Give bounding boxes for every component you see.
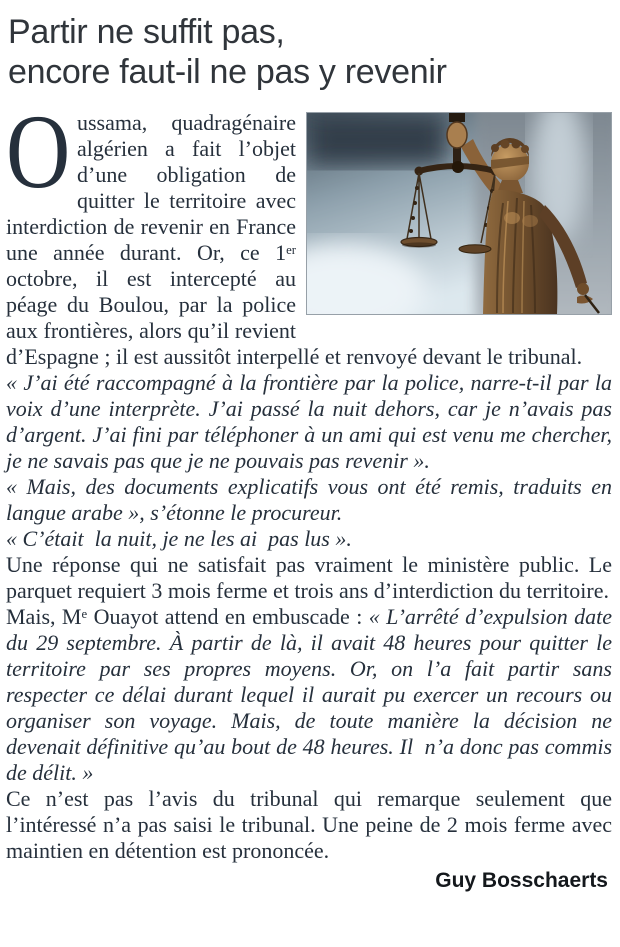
text-segment: Mais, M (6, 604, 82, 629)
text-segment: Ouayot attend en embuscade : (87, 604, 369, 629)
headline-line-1: Partir ne suffit pas, (8, 13, 285, 51)
text-segment: « Mais, des documents explicatifs vous ont été remis, traduits en langue arabe », s’étonne le procureur. (6, 474, 612, 525)
opening-paragraph (6, 93, 612, 370)
text-segment: octobre, il est intercepté au péage du Boulou, par la police aux frontières, alors qu’il revient d’Espagne ; il est aussitôt interpellé et renvoyé devant le tribunal. (6, 266, 583, 369)
text-segment: ussama, quadragénaire algérien a fait l’objet d’une obligation de quitter le territoire avec interdiction de revenir en France une année durant. Or, ce 1 (6, 110, 296, 265)
article-photo (306, 112, 612, 315)
byline: Guy Bosschaerts (435, 869, 608, 892)
drop-cap (6, 93, 71, 210)
article-paragraph (6, 604, 612, 786)
superscript: e (81, 607, 88, 622)
paragraphs-container (6, 370, 612, 864)
headline-line-2: encore faut-il ne pas y revenir (8, 53, 447, 91)
headline (8, 12, 612, 92)
article-paragraph (6, 370, 612, 474)
lady-justice-photo (307, 113, 611, 314)
text-segment: « C’était la nuit, je ne les ai pas lus ». (6, 526, 352, 551)
article-paragraph (6, 526, 612, 552)
superscript: er (286, 243, 296, 258)
article-paragraph (6, 552, 612, 604)
article-paragraph (6, 786, 612, 864)
article-body (6, 93, 613, 864)
text-segment: « J’ai été raccompagné à la frontière par la police, narre-t-il par la voix d’une interprète. J’ai passé la nuit dehors, car je n’avais pas d’argent. J’ai fini par téléphoner à un ami qui est venu me chercher, je ne savais pas que je ne pouvais pas revenir ». (6, 370, 612, 473)
text-segment: Une réponse qui ne satisfait pas vraiment le ministère public. Le parquet requiert 3 mois ferme et trois ans d’interdiction du territoire. (6, 552, 612, 603)
article-paragraph (6, 474, 612, 526)
text-segment: Ce n’est pas l’avis du tribunal qui remarque seulement que l’intéressé n’a pas saisi le tribunal. Une peine de 2 mois ferme avec maintien en détention est prononcée. (6, 786, 612, 863)
drop-cap-letter: O (6, 93, 71, 210)
text-segment: « L’arrêté d’expulsion date du 29 septembre. À partir de là, il avait 48 heures pour quitter le territoire par ses propres moyens. Or, on l’a fait partir sans respecter ce délai durant lequel il aurait pu exercer un recours ou organiser son voyage. Mais, de toute manière la décision ne devenait définitive qu’au bout de 48 heures. Il n’a donc pas commis de délit. » (6, 604, 613, 785)
